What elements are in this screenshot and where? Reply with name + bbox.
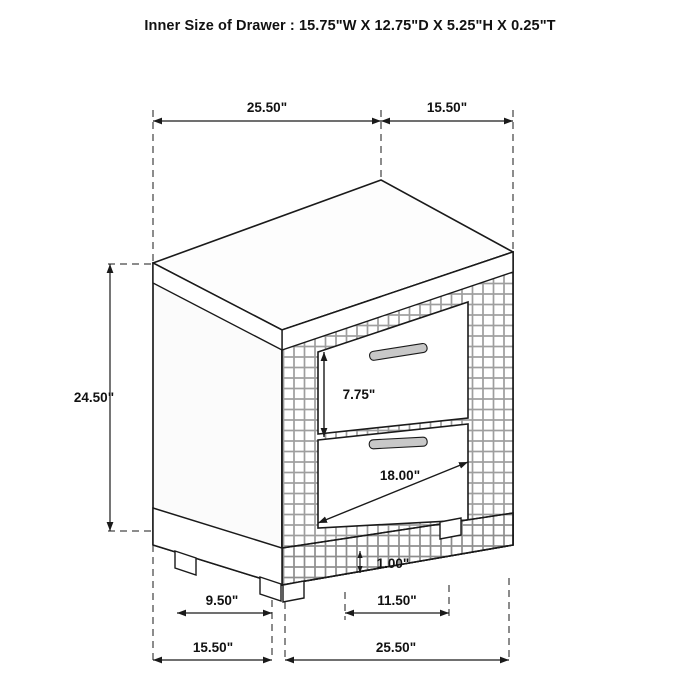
- dim-label-front-foot-width: 11.50": [377, 593, 417, 608]
- dim-label-toe-kick-height: 1.00": [376, 556, 410, 571]
- dim-label-top-left-width: 25.50": [246, 100, 288, 115]
- dimension-top: [153, 100, 513, 121]
- page-title: Inner Size of Drawer : 15.75"W X 12.75"D X 5.25"H X 0.25"T: [144, 18, 556, 34]
- foot-front-right: [440, 518, 461, 539]
- dim-label-base-depth: 15.50": [192, 640, 234, 655]
- dim-label-overall-height: 24.50": [73, 390, 115, 405]
- dimension-overall-height: [74, 264, 114, 531]
- dim-label-drawer-height: 7.75": [342, 387, 376, 402]
- dimension-bottom-outer: [153, 640, 509, 660]
- foot-front-inner: [283, 581, 304, 602]
- dim-label-base-width: 25.50": [375, 640, 417, 655]
- dim-label-drawer-width: 18.00": [379, 468, 421, 483]
- dimension-bottom-inner: [177, 593, 449, 613]
- dim-label-side-foot-depth: 9.50": [205, 593, 239, 608]
- dim-label-top-right-depth: 15.50": [426, 100, 468, 115]
